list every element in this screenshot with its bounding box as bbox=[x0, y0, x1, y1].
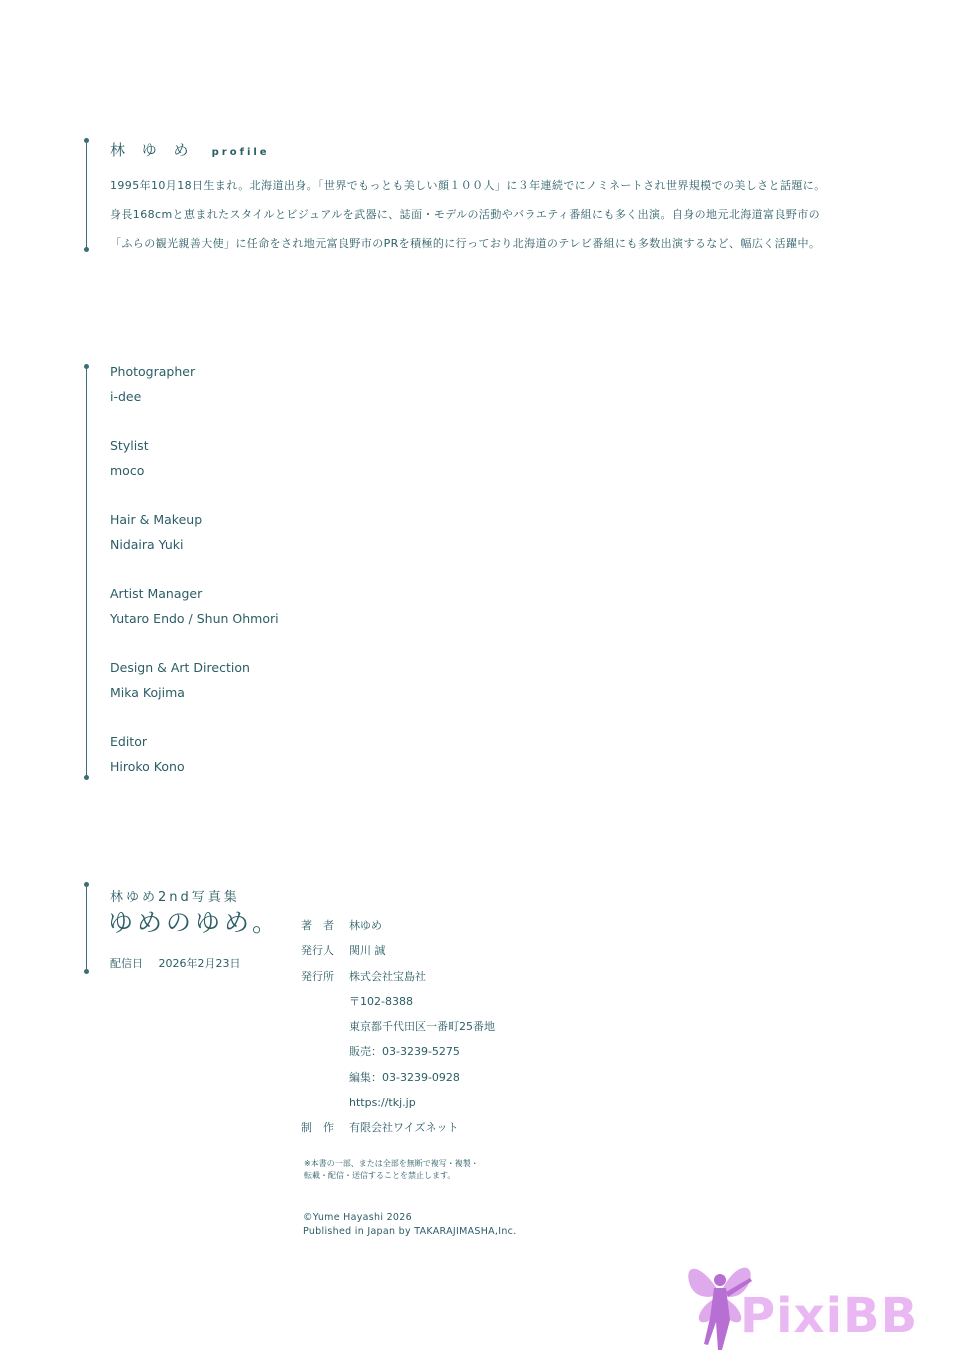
book-subtitle: 林ゆめ2nd写真集 bbox=[110, 890, 240, 905]
publisher-url: https://tkj.jp bbox=[349, 1096, 416, 1110]
credit-entry bbox=[110, 364, 279, 438]
credit-name: Mika Kojima bbox=[110, 685, 185, 700]
credit-role: Design & Art Direction bbox=[110, 660, 250, 675]
credit-role: Artist Manager bbox=[110, 586, 203, 601]
colophon-row bbox=[301, 1019, 495, 1044]
credit-entry bbox=[110, 734, 279, 808]
credit-name: Nidaira Yuki bbox=[110, 537, 184, 552]
colophon-row bbox=[301, 918, 495, 943]
colophon-row bbox=[301, 994, 495, 1019]
profile-text bbox=[110, 176, 930, 263]
colophon-row bbox=[301, 1120, 495, 1145]
profile-tag: profile bbox=[211, 147, 270, 158]
colophon-value: 株式会社宝島社 bbox=[349, 969, 426, 983]
publisher-line: Published in Japan by TAKARAJIMASHA,Inc. bbox=[303, 1226, 517, 1237]
credit-name: i-dee bbox=[110, 389, 142, 404]
book-divider-line bbox=[86, 884, 87, 972]
credits-divider-line bbox=[86, 366, 87, 778]
profile-name: 林 ゆ め bbox=[110, 141, 195, 159]
release-date-value: 2026年2月23日 bbox=[158, 957, 241, 970]
colophon-value: 〒102-8388 bbox=[349, 994, 413, 1008]
colophon-row bbox=[301, 969, 495, 994]
colophon-value: 関川 誠 bbox=[349, 944, 386, 958]
colophon-label: 制 作 bbox=[301, 1121, 334, 1135]
credit-name: Hiroko Kono bbox=[110, 759, 185, 774]
watermark bbox=[678, 1250, 963, 1365]
credit-role: Photographer bbox=[110, 364, 196, 379]
notice-line: 転載・配信・送信することを禁止します。 bbox=[304, 1171, 456, 1180]
release-date bbox=[110, 955, 253, 971]
profile-line: 「ふらの観光親善大使」に任命をされ地元富良野市のPRを積極的に行っており北海道のテレビ番組にも多数出演するなど、幅広く活躍中。 bbox=[110, 237, 821, 250]
credit-role: Editor bbox=[110, 734, 147, 749]
colophon-label: 発行所 bbox=[301, 969, 334, 983]
colophon-row bbox=[301, 943, 495, 968]
colophon-value: 編集：03-3239-0928 bbox=[349, 1070, 460, 1084]
colophon-row bbox=[301, 1095, 495, 1120]
colophon-value: 有限会社ワイズネット bbox=[349, 1121, 459, 1135]
credit-name: Yutaro Endo / Shun Ohmori bbox=[110, 611, 279, 626]
profile-line: 1995年10月18日生まれ。北海道出身。「世界でもっとも美しい顔１００人」に３年連続でにノミネートされ世界規模での美しさと話題に。 bbox=[110, 179, 826, 192]
colophon bbox=[301, 918, 495, 1146]
notice-line: ※本書の一部、または全部を無断で複写・複製・ bbox=[304, 1159, 479, 1168]
release-date-label: 配信日 bbox=[110, 957, 143, 970]
credit-entry bbox=[110, 660, 279, 734]
profile-header bbox=[110, 139, 270, 160]
credit-entry bbox=[110, 586, 279, 660]
credit-entry bbox=[110, 512, 279, 586]
colophon-label: 発行人 bbox=[301, 944, 334, 958]
credit-entry bbox=[110, 438, 279, 512]
book-title: ゆめのゆめ。 bbox=[108, 908, 282, 937]
watermark-text: PixiBB bbox=[740, 1288, 919, 1344]
credit-role: Hair & Makeup bbox=[110, 512, 203, 527]
colophon-row bbox=[301, 1044, 495, 1069]
colophon-value: 林ゆめ bbox=[349, 919, 382, 932]
credit-role: Stylist bbox=[110, 438, 149, 453]
copy-notice bbox=[304, 1158, 479, 1182]
colophon-row bbox=[301, 1070, 495, 1095]
colophon-value: 東京都千代田区一番町25番地 bbox=[349, 1020, 495, 1034]
profile-divider-line bbox=[86, 140, 87, 250]
copyright-line: ©Yume Hayashi 2026 bbox=[303, 1212, 412, 1223]
copyright bbox=[303, 1211, 517, 1239]
credit-name: moco bbox=[110, 463, 145, 478]
colophon-value: 販売：03-3239-5275 bbox=[349, 1045, 460, 1059]
profile-line: 身長168cmと恵まれたスタイルとビジュアルを武器に、誌面・モデルの活動やバラエティ番組にも多く出演。自身の地元北海道富良野市の bbox=[110, 208, 821, 221]
staff-credits bbox=[110, 364, 279, 808]
colophon-label: 著 者 bbox=[301, 919, 334, 932]
